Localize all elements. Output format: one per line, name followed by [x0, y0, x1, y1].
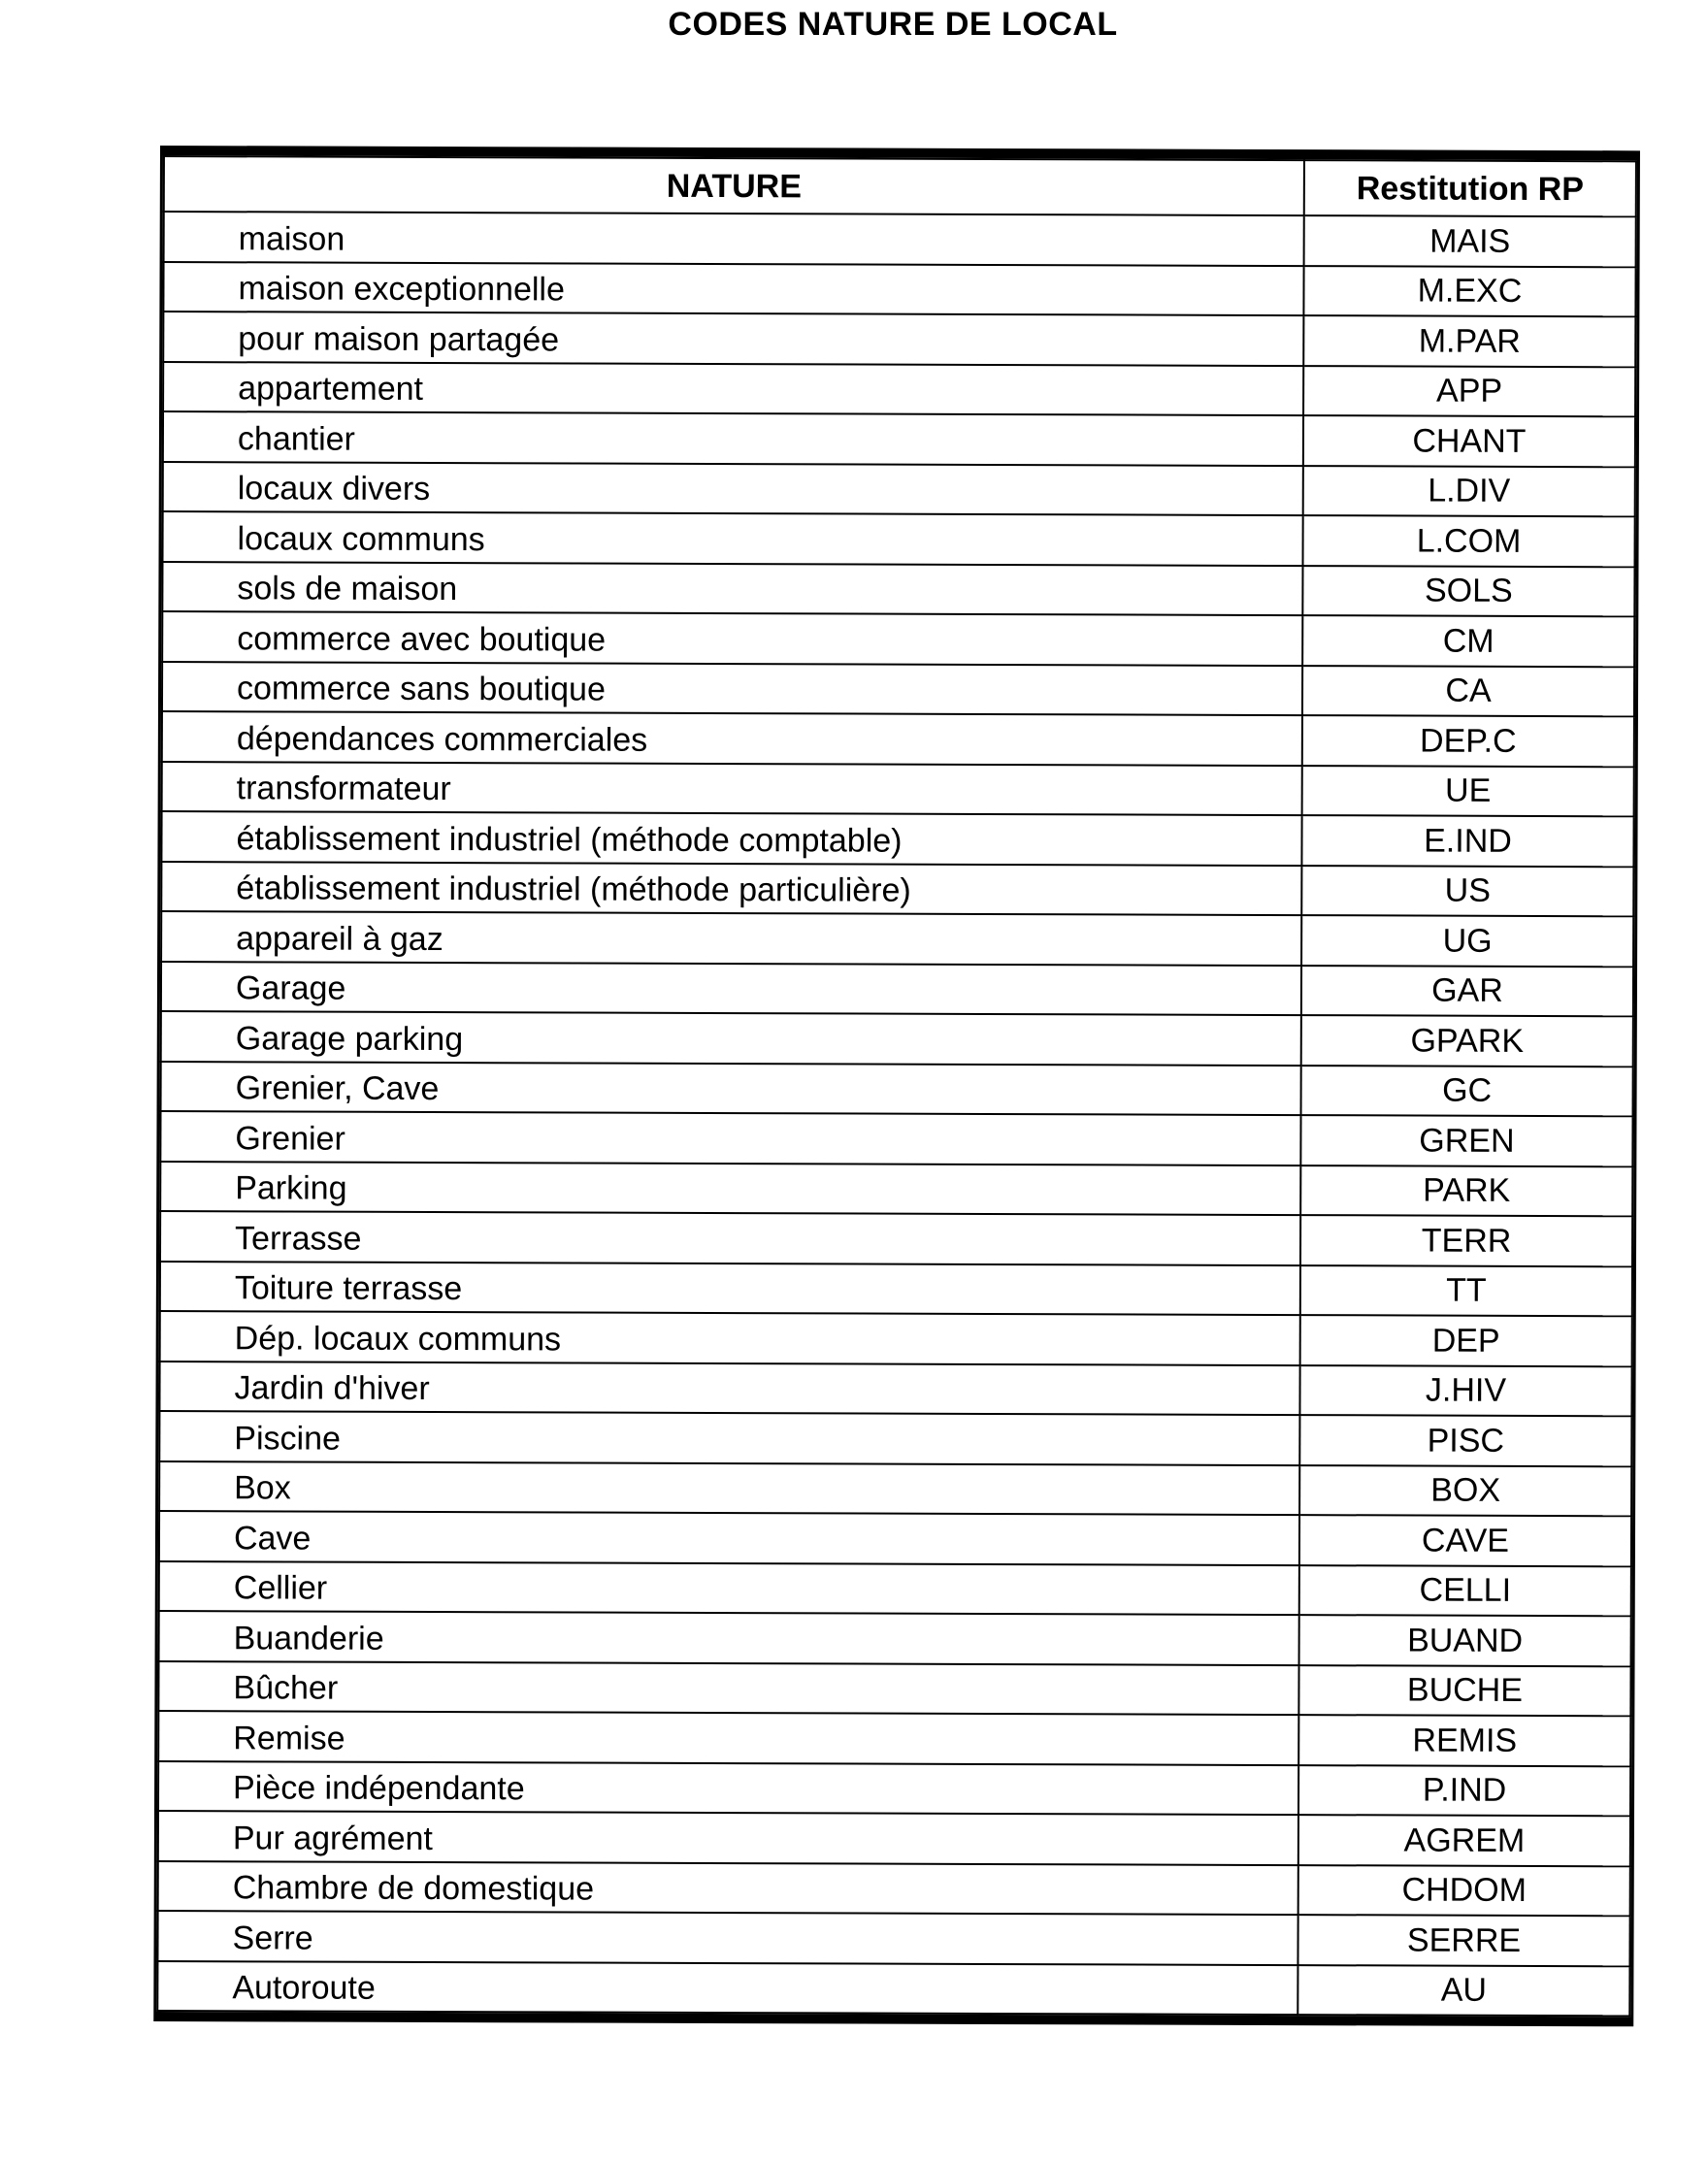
nature-cell: établissement industriel (méthode comptable) — [161, 811, 1301, 866]
code-cell: L.DIV — [1303, 466, 1635, 517]
table-row — [161, 1062, 1633, 1117]
nature-cell: sols de maison — [162, 562, 1302, 616]
code-cell: CHANT — [1303, 415, 1635, 467]
nature-cell: Parking — [160, 1162, 1300, 1216]
code-cell: SERRE — [1297, 1915, 1629, 1966]
code-cell: REMIS — [1298, 1715, 1630, 1766]
nature-cell: Dép. locaux communs — [160, 1311, 1300, 1365]
code-cell: CHDOM — [1298, 1865, 1630, 1917]
code-cell: CA — [1302, 666, 1634, 717]
code-cell: M.EXC — [1303, 266, 1635, 317]
nature-cell: Piscine — [159, 1411, 1299, 1465]
nature-cell: maison exceptionnelle — [163, 262, 1303, 316]
table-row — [161, 862, 1633, 917]
table-row — [162, 662, 1634, 717]
nature-cell: Toiture terrasse — [160, 1262, 1300, 1316]
nature-cell: Remise — [158, 1711, 1298, 1765]
nature-cell: commerce avec boutique — [162, 611, 1302, 666]
nature-cell: Chambre de domestique — [158, 1861, 1298, 1916]
code-cell: UE — [1302, 766, 1634, 817]
nature-cell: Grenier — [160, 1111, 1300, 1165]
nature-cell: établissement industriel (méthode particulière) — [161, 862, 1301, 916]
code-cell: GREN — [1300, 1115, 1632, 1166]
table-row — [158, 1861, 1630, 1917]
table-row — [159, 1561, 1631, 1617]
nature-cell: Pièce indépendante — [158, 1761, 1298, 1816]
nature-cell: Pur agrément — [158, 1811, 1298, 1865]
nature-cell: dépendances commerciales — [162, 711, 1302, 766]
nature-cell: appartement — [163, 362, 1303, 416]
table-row — [162, 562, 1634, 617]
code-cell: AGREM — [1298, 1815, 1630, 1866]
code-cell: GC — [1301, 1066, 1633, 1117]
table-row — [157, 1911, 1629, 1966]
code-cell: APP — [1303, 366, 1635, 417]
table-row — [161, 962, 1633, 1017]
code-cell: J.HIV — [1299, 1365, 1631, 1417]
table-row — [163, 362, 1635, 417]
page-title: CODES NATURE DE LOCAL — [668, 6, 1118, 43]
nature-cell: Garage — [161, 962, 1301, 1016]
nature-cell: commerce sans boutique — [162, 662, 1302, 716]
table-row — [159, 1411, 1631, 1466]
table-row — [158, 1761, 1630, 1817]
codes-table-container — [153, 146, 1640, 2026]
code-cell: MAIS — [1304, 215, 1636, 267]
nature-cell: locaux communs — [163, 511, 1303, 566]
nature-cell: transformateur — [162, 762, 1302, 816]
code-cell: TERR — [1300, 1215, 1632, 1266]
nature-cell: chantier — [163, 411, 1303, 466]
table-row — [158, 1661, 1630, 1717]
nature-cell: Autoroute — [157, 1961, 1297, 2016]
code-cell: L.COM — [1302, 515, 1634, 567]
code-cell: GAR — [1301, 966, 1633, 1017]
table-row — [160, 1262, 1632, 1317]
code-cell: SOLS — [1302, 566, 1634, 617]
table-row — [159, 1511, 1631, 1566]
nature-cell: Buanderie — [159, 1611, 1299, 1665]
table-row — [158, 1811, 1630, 1866]
code-cell: E.IND — [1301, 815, 1633, 867]
table-row — [164, 212, 1636, 267]
table-row — [163, 511, 1635, 567]
table-row — [163, 462, 1635, 517]
table-row — [160, 1111, 1632, 1166]
code-cell: PARK — [1300, 1165, 1632, 1217]
table-row — [158, 1711, 1630, 1766]
code-cell: BUCHE — [1298, 1665, 1630, 1717]
code-cell: CAVE — [1299, 1515, 1631, 1566]
code-cell: CM — [1302, 615, 1634, 667]
nature-cell: Box — [159, 1461, 1299, 1516]
table-row — [159, 1461, 1631, 1517]
code-cell: M.PAR — [1303, 315, 1635, 367]
table-body — [157, 212, 1635, 2016]
nature-cell: pour maison partagée — [163, 312, 1303, 366]
codes-table — [156, 155, 1637, 2017]
nature-cell: Jardin d'hiver — [159, 1361, 1299, 1416]
code-cell: TT — [1300, 1265, 1632, 1317]
nature-cell: appareil à gaz — [161, 911, 1301, 966]
table-row — [160, 1311, 1632, 1366]
table-header-row — [164, 156, 1636, 216]
table-row — [162, 611, 1634, 667]
table-row — [160, 1211, 1632, 1266]
header-restitution-rp: Restitution RP — [1304, 160, 1636, 216]
nature-cell: Bûcher — [158, 1661, 1298, 1716]
nature-cell: Serre — [157, 1911, 1297, 1965]
code-cell: CELLI — [1299, 1565, 1631, 1617]
table-row — [162, 711, 1634, 767]
code-cell: US — [1301, 866, 1633, 917]
table-row — [162, 762, 1634, 817]
table-row — [161, 911, 1633, 967]
code-cell: GPARK — [1301, 1015, 1633, 1066]
table-row — [157, 1961, 1629, 2017]
code-cell: P.IND — [1298, 1765, 1630, 1817]
code-cell: AU — [1297, 1965, 1629, 2017]
nature-cell: locaux divers — [163, 462, 1303, 516]
code-cell: DEP — [1300, 1315, 1632, 1366]
code-cell: UG — [1301, 915, 1633, 967]
code-cell: BUAND — [1299, 1615, 1631, 1666]
table-row — [159, 1361, 1631, 1417]
table-row — [163, 262, 1635, 317]
nature-cell: Grenier, Cave — [161, 1062, 1301, 1116]
code-cell: BOX — [1299, 1465, 1631, 1517]
header-nature: NATURE — [164, 156, 1304, 215]
nature-cell: Cellier — [159, 1561, 1299, 1616]
nature-cell: Cave — [159, 1511, 1299, 1565]
code-cell: PISC — [1299, 1415, 1631, 1466]
code-cell: DEP.C — [1302, 715, 1634, 767]
table-row — [160, 1162, 1632, 1217]
nature-cell: Garage parking — [161, 1011, 1301, 1066]
table-row — [163, 312, 1635, 367]
nature-cell: Terrasse — [160, 1211, 1300, 1265]
nature-cell: maison — [164, 212, 1304, 266]
table-row — [161, 1011, 1633, 1066]
table-row — [161, 811, 1633, 867]
table-row — [159, 1611, 1631, 1666]
table-row — [163, 411, 1635, 467]
